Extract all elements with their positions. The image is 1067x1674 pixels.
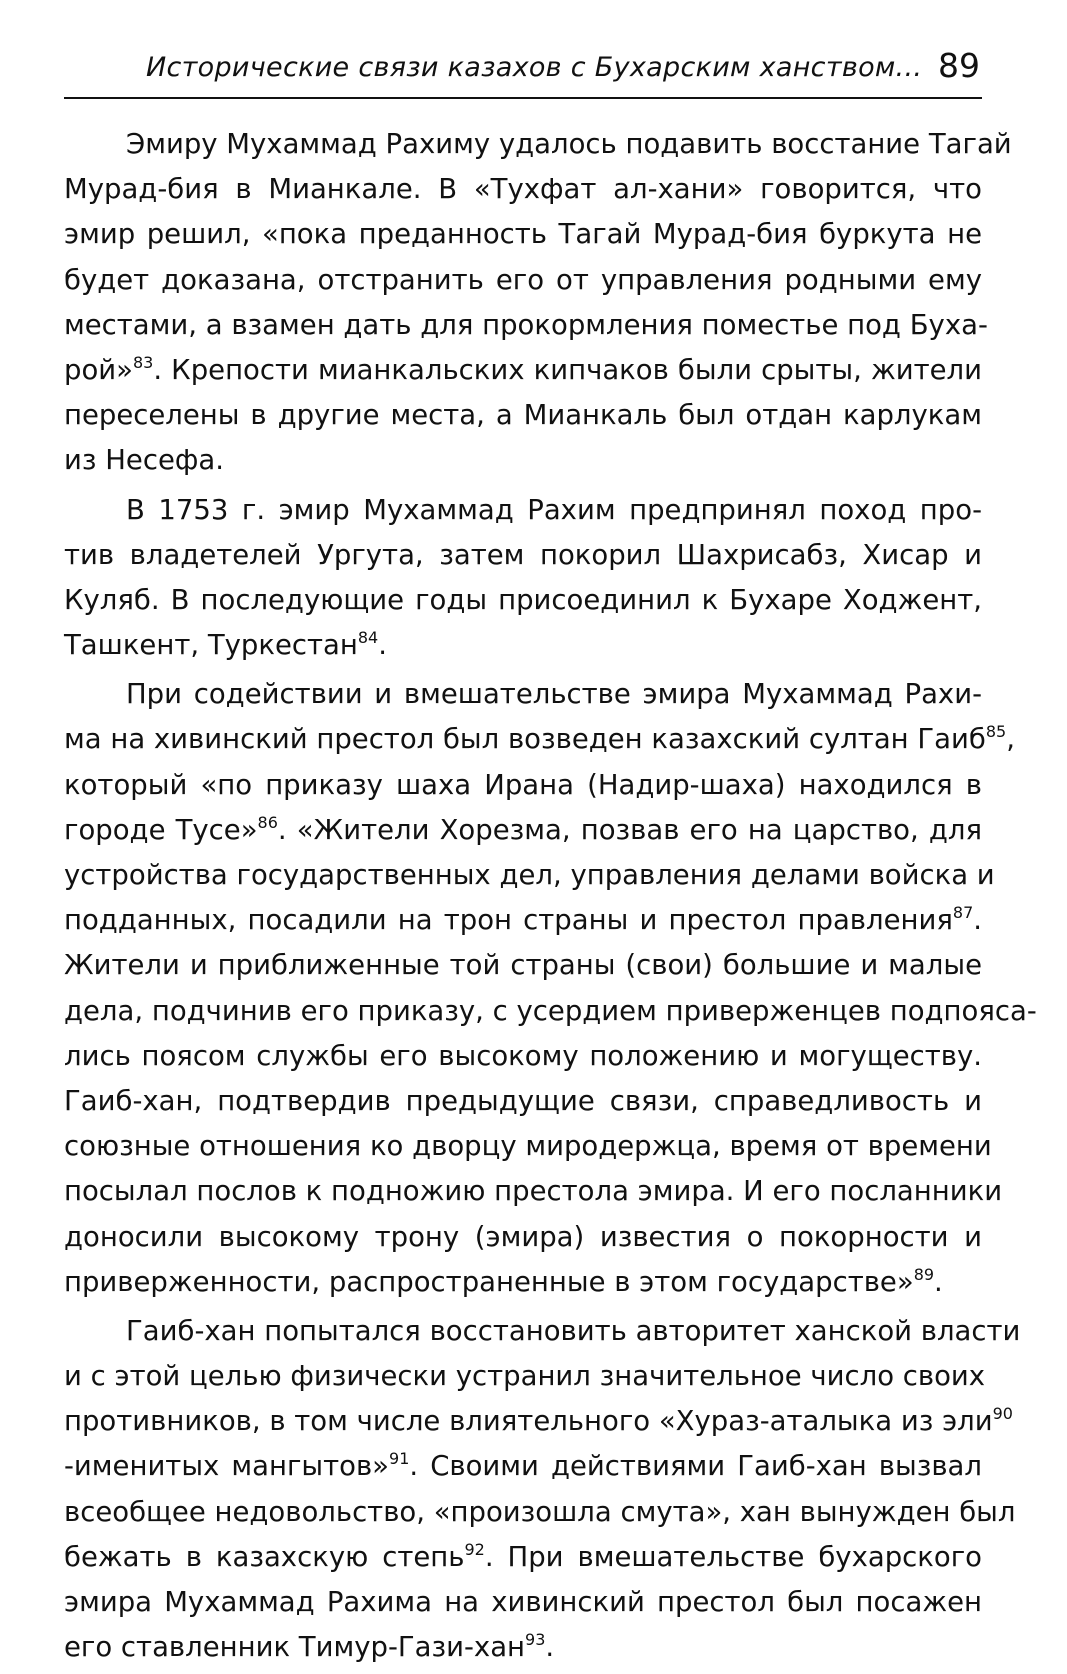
text-line — [64, 672, 982, 717]
footnote-ref: 93 — [525, 1630, 546, 1650]
text-line — [64, 393, 982, 438]
line-text: посылал послов к подножию престола эмира. И его посланники — [64, 1175, 1003, 1208]
text-line — [64, 1490, 1016, 1535]
text-line — [64, 623, 982, 668]
text-line — [64, 1215, 982, 1260]
line-text: дела, подчинив его приказу, с усердием приверженцев подпояса- — [64, 994, 1037, 1027]
line-text: Куляб. В последующие годы присоединил к Бухаре Ходжент, — [64, 583, 982, 616]
line-text: Гаиб-хан, подтвердив предыдущие связи, справедливость и — [64, 1084, 982, 1117]
line-text: -именитых мангытов» — [64, 1450, 390, 1483]
line-text: будет доказана, отстранить его от управления родными ему — [64, 263, 982, 296]
line-text: устройства государственных дел, управления делами войска и — [64, 859, 995, 891]
line-text-after: . — [378, 629, 387, 662]
paragraph — [64, 672, 1037, 1305]
line-text-after: . — [973, 904, 982, 937]
text-line — [64, 1034, 982, 1079]
body-text — [64, 122, 1037, 1674]
line-text: который «по приказу шаха Ирана (Надир-шаха) находился в — [64, 768, 982, 801]
paragraph — [64, 1309, 1021, 1671]
text-line — [64, 808, 982, 853]
line-text: Жители и приближенные той страны (свои) большие и малые — [64, 949, 982, 982]
text-line — [64, 122, 1012, 167]
text-line — [64, 1079, 982, 1124]
page-number: 89 — [938, 46, 980, 85]
line-text: его ставленник Тимур-Гази-хан — [64, 1631, 526, 1664]
line-text-after: . При вмешательстве бухарского — [484, 1540, 982, 1573]
text-line — [64, 348, 982, 393]
line-text: противников, в том числе влиятельного «Хураз-аталыка из эли — [64, 1405, 993, 1438]
paragraph — [64, 488, 982, 669]
line-text: из Несефа. — [64, 444, 224, 477]
line-text-after: . Своими действиями Гаиб-хан вызвал — [409, 1450, 982, 1483]
line-text-after: . Крепости мианкальских кипчаков были срыты, жители — [153, 353, 982, 386]
line-text: городе Тусе» — [64, 813, 258, 846]
text-line — [64, 1260, 982, 1305]
line-text: Эмиру Мухаммад Рахиму удалось подавить восстание Тагай — [126, 128, 1012, 160]
line-text: переселены в другие места, а Мианкаль был отдан карлукам — [64, 399, 982, 432]
footnote-ref: 90 — [992, 1404, 1013, 1424]
line-text: подданных, посадили на трон страны и престол правления — [64, 904, 953, 937]
line-text: тив владетелей Ургута, затем покорил Шахрисабз, Хисар и — [64, 538, 982, 571]
footnote-ref: 92 — [464, 1539, 485, 1559]
text-line — [64, 1625, 982, 1670]
text-line — [64, 438, 982, 483]
footnote-ref: 83 — [132, 352, 154, 372]
text-line — [64, 989, 1037, 1034]
header-rule — [64, 97, 982, 99]
line-text: эмира Мухаммад Рахима на хивинский престол был посажен — [64, 1586, 982, 1618]
running-header — [64, 46, 982, 102]
footnote-ref: 86 — [257, 812, 278, 832]
text-line — [64, 1399, 1013, 1444]
line-text: союзные отношения ко дворцу миродержца, время от времени — [64, 1130, 992, 1163]
footnote-ref: 87 — [952, 903, 974, 923]
footnote-ref: 84 — [357, 628, 379, 648]
text-line — [64, 1309, 1021, 1354]
text-line — [64, 943, 982, 988]
line-text-after: . — [934, 1265, 943, 1298]
line-text: лись поясом службы его высокому положению и могуществу. — [64, 1039, 982, 1072]
text-line — [64, 763, 982, 808]
text-line — [64, 1535, 982, 1580]
text-line — [64, 258, 982, 303]
text-line — [64, 898, 982, 943]
line-text: Ташкент, Туркестан — [64, 629, 358, 662]
line-text-after: . «Жители Хорезма, позвав его на царство, для — [277, 813, 982, 846]
text-line — [64, 303, 988, 348]
footnote-ref: 85 — [985, 722, 1007, 742]
line-text-after: . — [545, 1631, 555, 1664]
text-line — [64, 488, 982, 533]
text-line — [64, 1354, 986, 1399]
footnote-ref: 89 — [913, 1264, 935, 1284]
text-line — [64, 1124, 992, 1169]
line-text-after: , — [1006, 723, 1015, 756]
line-text: Гаиб-хан попытался восстановить авторитет ханской власти — [126, 1314, 1021, 1347]
paragraph — [64, 122, 1012, 484]
text-line — [64, 533, 982, 578]
running-title: Исторические связи казахов с Бухарским ханством... — [146, 52, 923, 83]
text-line — [64, 1444, 982, 1489]
line-text: эмир решил, «пока преданность Тагай Мурад-бия буркута не — [64, 218, 982, 251]
text-line — [64, 167, 982, 212]
line-text: ма на хивинский престол был возведен казахский султан Гаиб — [64, 723, 986, 756]
line-text: Мурад-бия в Мианкале. В «Тухфат ал-хани» говорится, что — [64, 173, 982, 206]
text-line — [64, 212, 982, 257]
text-line — [64, 578, 982, 623]
text-line — [64, 853, 995, 898]
line-text: бежать в казахскую степь — [64, 1540, 465, 1573]
text-line — [64, 1580, 982, 1625]
footnote-ref: 91 — [389, 1449, 410, 1469]
line-text: В 1753 г. эмир Мухаммад Рахим предпринял поход про- — [126, 493, 982, 526]
line-text: При содействии и вмешательстве эмира Мухаммад Рахи- — [126, 678, 982, 711]
line-text: и с этой целью физически устранил значительное число своих — [64, 1360, 986, 1393]
line-text: рой» — [64, 353, 133, 386]
line-text: местами, а взамен дать для прокормления поместье под Буха- — [64, 308, 988, 341]
text-line — [64, 717, 1015, 762]
line-text: приверженности, распространенные в этом государстве» — [64, 1265, 914, 1298]
line-text: доносили высокому трону (эмира) известия о покорности и — [64, 1220, 982, 1253]
line-text: всеобщее недовольство, «произошла смута», хан вынужден был — [64, 1495, 1016, 1528]
text-line — [64, 1169, 1003, 1214]
